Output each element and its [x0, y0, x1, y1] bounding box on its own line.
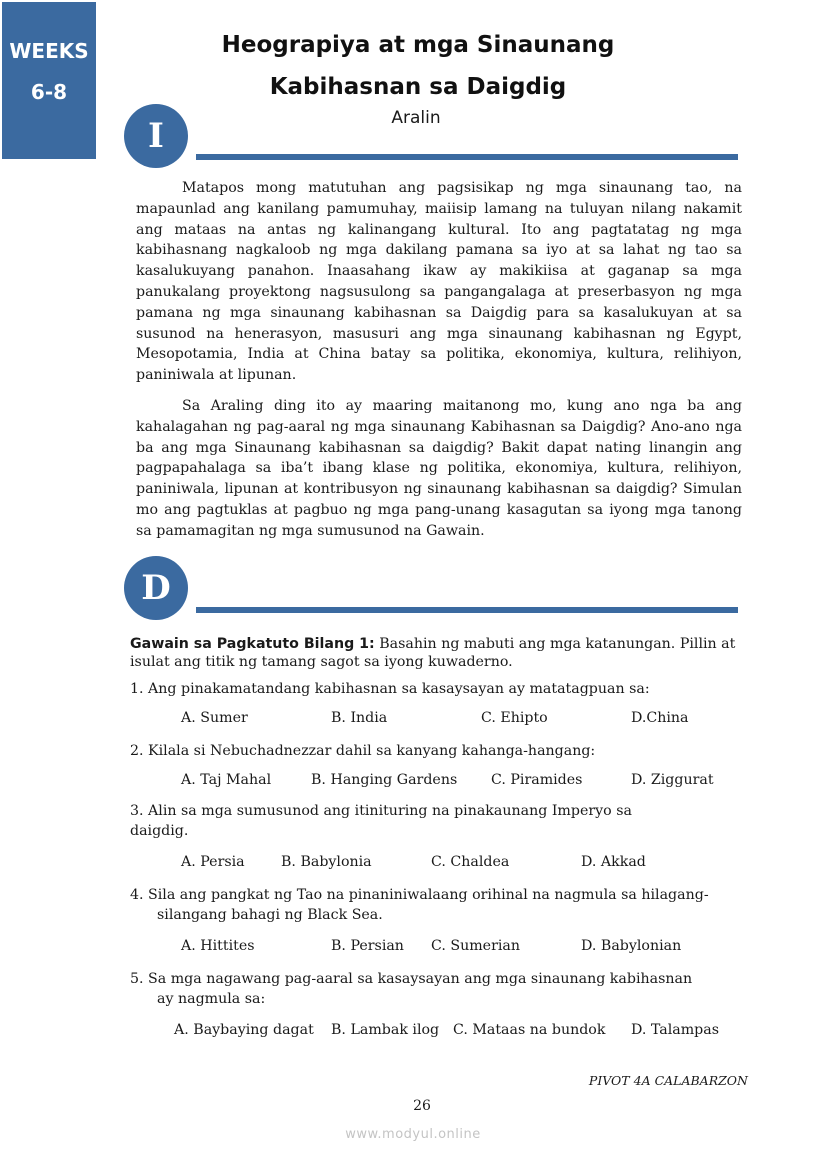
weeks-range: 6-8 [30, 80, 68, 104]
weeks-tab [2, 2, 96, 159]
q2-option-a: A. Taj Mahal [181, 772, 272, 788]
question-3-text: 3. Alin sa mga sumusunod ang itinituring na pinakaunang Imperyo sa [130, 803, 632, 819]
q3-option-a: A. Persia [181, 854, 245, 870]
question-4-text-cont: silangang bahagi ng Black Sea. [157, 907, 383, 923]
weeks-label: WEEKS [9, 39, 89, 63]
section-i-rule [196, 154, 738, 160]
q4-option-c: C. Sumerian [431, 938, 520, 954]
q5-option-d: D. Talampas [631, 1022, 719, 1038]
q4-option-b: B. Persian [331, 938, 404, 954]
task-label: Gawain sa Pagkatuto Bilang 1: [130, 636, 375, 652]
intro-body [136, 178, 742, 542]
question-3 [130, 801, 750, 841]
question-2 [130, 741, 750, 761]
question-4-text: 4. Sila ang pangkat ng Tao na pinaniniwalaang orihinal na nagmula sa hilagang- [130, 887, 709, 903]
q5-option-a: A. Baybaying dagat [174, 1022, 314, 1038]
q2-option-b: B. Hanging Gardens [311, 772, 458, 788]
q2-option-d: D. Ziggurat [631, 772, 714, 788]
q3-option-c: C. Chaldea [431, 854, 510, 870]
watermark: www.modyul.online [345, 1127, 481, 1142]
section-d-badge: D [124, 556, 188, 620]
question-5-text: 5. Sa mga nagawang pag-aaral sa kasaysayan ang mga sinaunang kabihasnan [130, 971, 693, 987]
section-d-rule [196, 607, 738, 613]
question-5-text-cont: ay nagmula sa: [157, 991, 266, 1007]
page-title-line2: Kabihasnan sa Daigdig [269, 74, 567, 100]
question-1 [130, 679, 750, 699]
question-1-text: 1. Ang pinakamatandang kabihasnan sa kasaysayan ay matatagpuan sa: [130, 681, 650, 697]
q3-option-d: D. Akkad [581, 854, 646, 870]
intro-paragraph-1: Matapos mong matutuhan ang pagsisikap ng mga sinaunang tao, na mapaunlad ang kanilang pamumuhay, maiisip lamang na tuluyan nilang nakamit ang mataas na antas ng kalinangang kultural. Ito ang pagtatatag ng mga kabihasnang nagkaloob ng mga dakilang pamana sa iyo at sa lahat ng tao sa kasalukuyang panahon. Inaasahang ikaw ay makikiisa at gaganap sa mga panukalang proyektong nagsusulong sa pangangalaga at preserbasyon ng mga pamana ng mga sinaunang kabihasnan sa Daigdig para sa kasalukuyan at sa susunod na henerasyon, masusuri ang mga sinaunang kabihasnan ng Egypt, Mesopotamia, India at China batay sa politika, ekonomiya, kultura, relihiyon, paniniwala at lipunan. [136, 180, 742, 384]
q1-option-c: C. Ehipto [481, 710, 548, 726]
q4-option-d: D. Babylonian [581, 938, 682, 954]
task-instruction: Basahin ng mabuti ang mga katanungan. Pillin at isulat ang titik ng tamang sagot sa iyong kuwaderno. [130, 636, 736, 670]
question-4 [130, 885, 750, 925]
q5-option-c: C. Mataas na bundok [453, 1022, 606, 1038]
section-i-badge: I [124, 104, 188, 168]
q2-option-c: C. Piramides [491, 772, 583, 788]
task-instructions [130, 636, 742, 671]
page-subtitle: Aralin [391, 108, 441, 128]
page-number: 26 [413, 1098, 431, 1114]
question-3-text-cont: daigdig. [130, 823, 189, 839]
q4-option-a: A. Hittites [181, 938, 255, 954]
page-title-line1: Heograpiya at mga Sinaunang [221, 32, 615, 58]
q1-option-d: D.China [631, 710, 689, 726]
question-2-text: 2. Kilala si Nebuchadnezzar dahil sa kanyang kahanga-hangang: [130, 743, 596, 759]
footer-region: PIVOT 4A CALABARZON [588, 1073, 748, 1088]
intro-paragraph-2: Sa Araling ding ito ay maaring maitanong mo, kung ano nga ba ang kahalagahan ng pag-aaral ng mga sinaunang Kabihasnan sa Daigdig? Ano-ano nga ba ang mga Sinaunang kabihasnan sa daigdig? Bakit dapat nating linangin ang pagpapahalaga sa iba’t ibang klase ng politika, ekonomiya, kultura, relihiyon, paniniwala, lipunan at kontribusyon ng sinaunang kabihasnan sa daigdig? Simulan mo ang pagtuklas at pagbuo ng mga pang-unang kasagutan sa iyong mga tanong sa pamamagitan ng mga sumusunod na Gawain. [136, 397, 742, 539]
q1-option-b: B. India [331, 710, 388, 726]
q3-option-b: B. Babylonia [281, 854, 372, 870]
question-5 [130, 969, 750, 1009]
q1-option-a: A. Sumer [181, 710, 248, 726]
q5-option-b: B. Lambak ilog [331, 1022, 440, 1038]
